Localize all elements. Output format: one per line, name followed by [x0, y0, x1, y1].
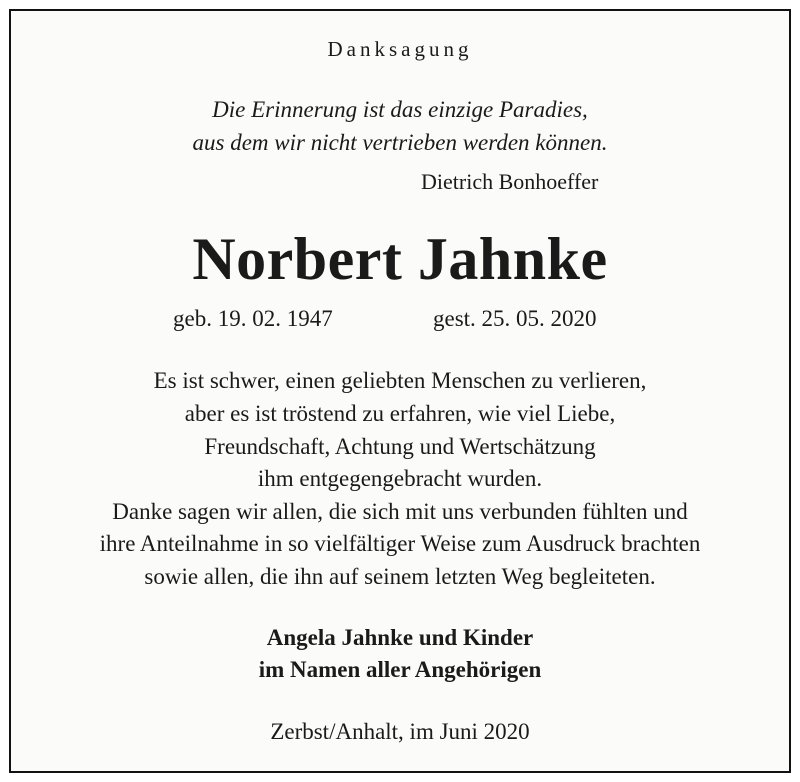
message-line: Danke sagen wir allen, die sich mit uns verbunden fühlten und — [112, 499, 688, 524]
message-line: ihre Anteilnahme in so vielfältiger Weise zum Ausdruck brachten — [99, 531, 701, 556]
signature-line-1: Angela Jahnke und Kinder — [266, 625, 534, 650]
place-and-date: Zerbst/Anhalt, im Juni 2020 — [270, 719, 530, 744]
notice-heading: Danksagung — [327, 37, 473, 61]
quote-line-1: Die Erinnerung ist das einzige Paradies, — [212, 97, 588, 122]
message-line: Es ist schwer, einen geliebten Menschen zu verlieren, — [153, 368, 647, 393]
message-line: sowie allen, die ihn auf seinem letzten Weg begleiteten. — [144, 564, 656, 589]
deceased-name: Norbert Jahnke — [192, 226, 608, 292]
message-line: ihm entgegengebracht wurden. — [257, 466, 543, 491]
birth-date: geb. 19. 02. 1947 — [173, 306, 333, 331]
death-date: gest. 25. 05. 2020 — [433, 306, 597, 331]
signature-line-2: im Namen aller Angehörigen — [258, 657, 542, 682]
message-line: Freundschaft, Achtung und Wertschätzung — [204, 434, 596, 459]
quote-author: Dietrich Bonhoeffer — [421, 169, 599, 194]
message-line: aber es ist tröstend zu erfahren, wie viel Liebe, — [184, 401, 616, 426]
quote-line-2: aus dem wir nicht vertrieben werden können. — [192, 130, 608, 155]
notice-frame — [9, 9, 791, 773]
